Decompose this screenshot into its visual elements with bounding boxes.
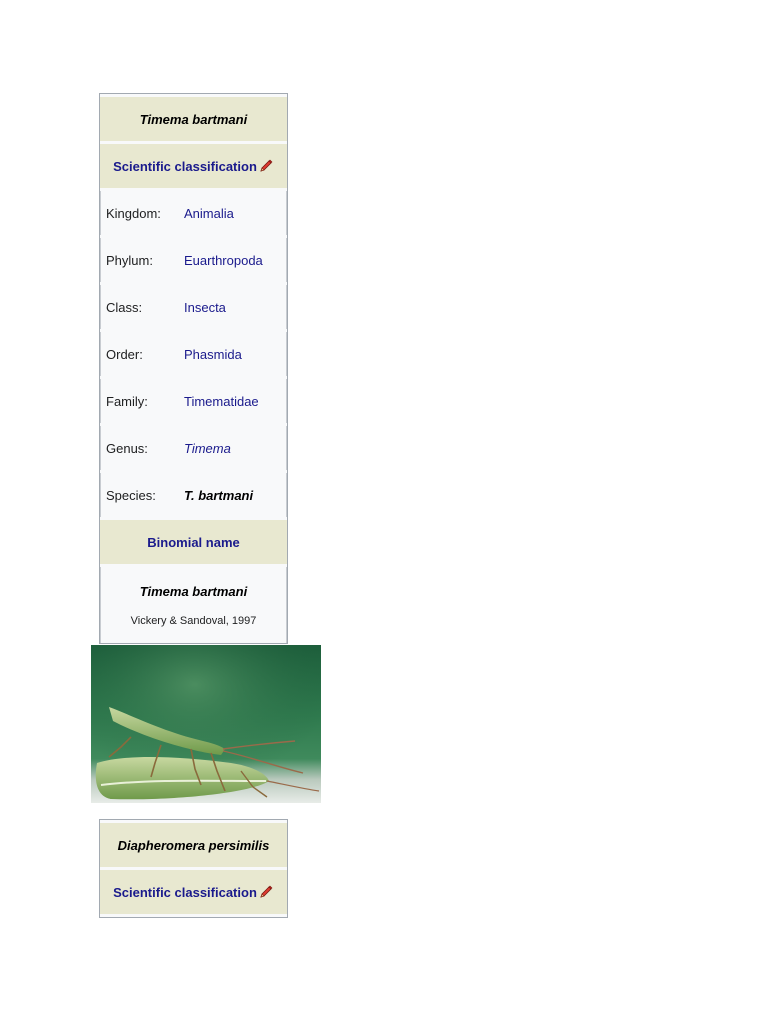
- rank-label: Phylum:: [106, 252, 153, 268]
- taxon-link-class[interactable]: Insecta: [184, 299, 226, 315]
- taxon-row-order: [100, 332, 287, 376]
- taxon-link-genus[interactable]: Timema: [184, 440, 231, 456]
- pencil-icon[interactable]: [258, 158, 274, 174]
- taxon-row-class: [100, 285, 287, 329]
- taxon-link-order[interactable]: Phasmida: [184, 346, 242, 362]
- binomial-authority: Vickery & Sandoval, 1997: [130, 614, 257, 627]
- binomial-name: Timema bartmani: [139, 583, 248, 599]
- binomial-section: [100, 567, 287, 643]
- rank-label: Family:: [106, 393, 148, 409]
- taxon-link-kingdom[interactable]: Animalia: [184, 205, 234, 221]
- rank-label: Class:: [106, 299, 143, 315]
- taxobox-title: Diapheromera persimilis: [100, 823, 287, 867]
- taxon-row-family: [100, 379, 287, 423]
- rank-label: Genus:: [106, 440, 148, 456]
- rank-label: Order:: [106, 346, 143, 362]
- rank-label: Kingdom:: [106, 205, 161, 221]
- taxon-row-species: [100, 473, 287, 517]
- classification-header-label[interactable]: Scientific classification: [113, 158, 257, 174]
- classification-header[interactable]: [100, 870, 287, 914]
- taxon-row-kingdom: [100, 191, 287, 235]
- classification-header[interactable]: [100, 144, 287, 188]
- taxon-link-family[interactable]: Timematidae: [184, 393, 259, 409]
- insect-photo: [91, 645, 321, 803]
- taxobox-diapheromera-persimilis: [99, 819, 288, 918]
- taxon-row-phylum: [100, 238, 287, 282]
- rank-label: Species:: [106, 487, 156, 503]
- taxon-link-phylum[interactable]: Euarthropoda: [184, 252, 263, 268]
- classification-header-label[interactable]: Scientific classification: [113, 884, 257, 900]
- taxobox-title: Timema bartmani: [100, 97, 287, 141]
- pencil-icon[interactable]: [258, 884, 274, 900]
- taxobox-timema-bartmani: [99, 93, 288, 644]
- taxon-row-genus: [100, 426, 287, 470]
- taxon-species: T. bartmani: [184, 487, 254, 503]
- binomial-header[interactable]: Binomial name: [100, 520, 287, 564]
